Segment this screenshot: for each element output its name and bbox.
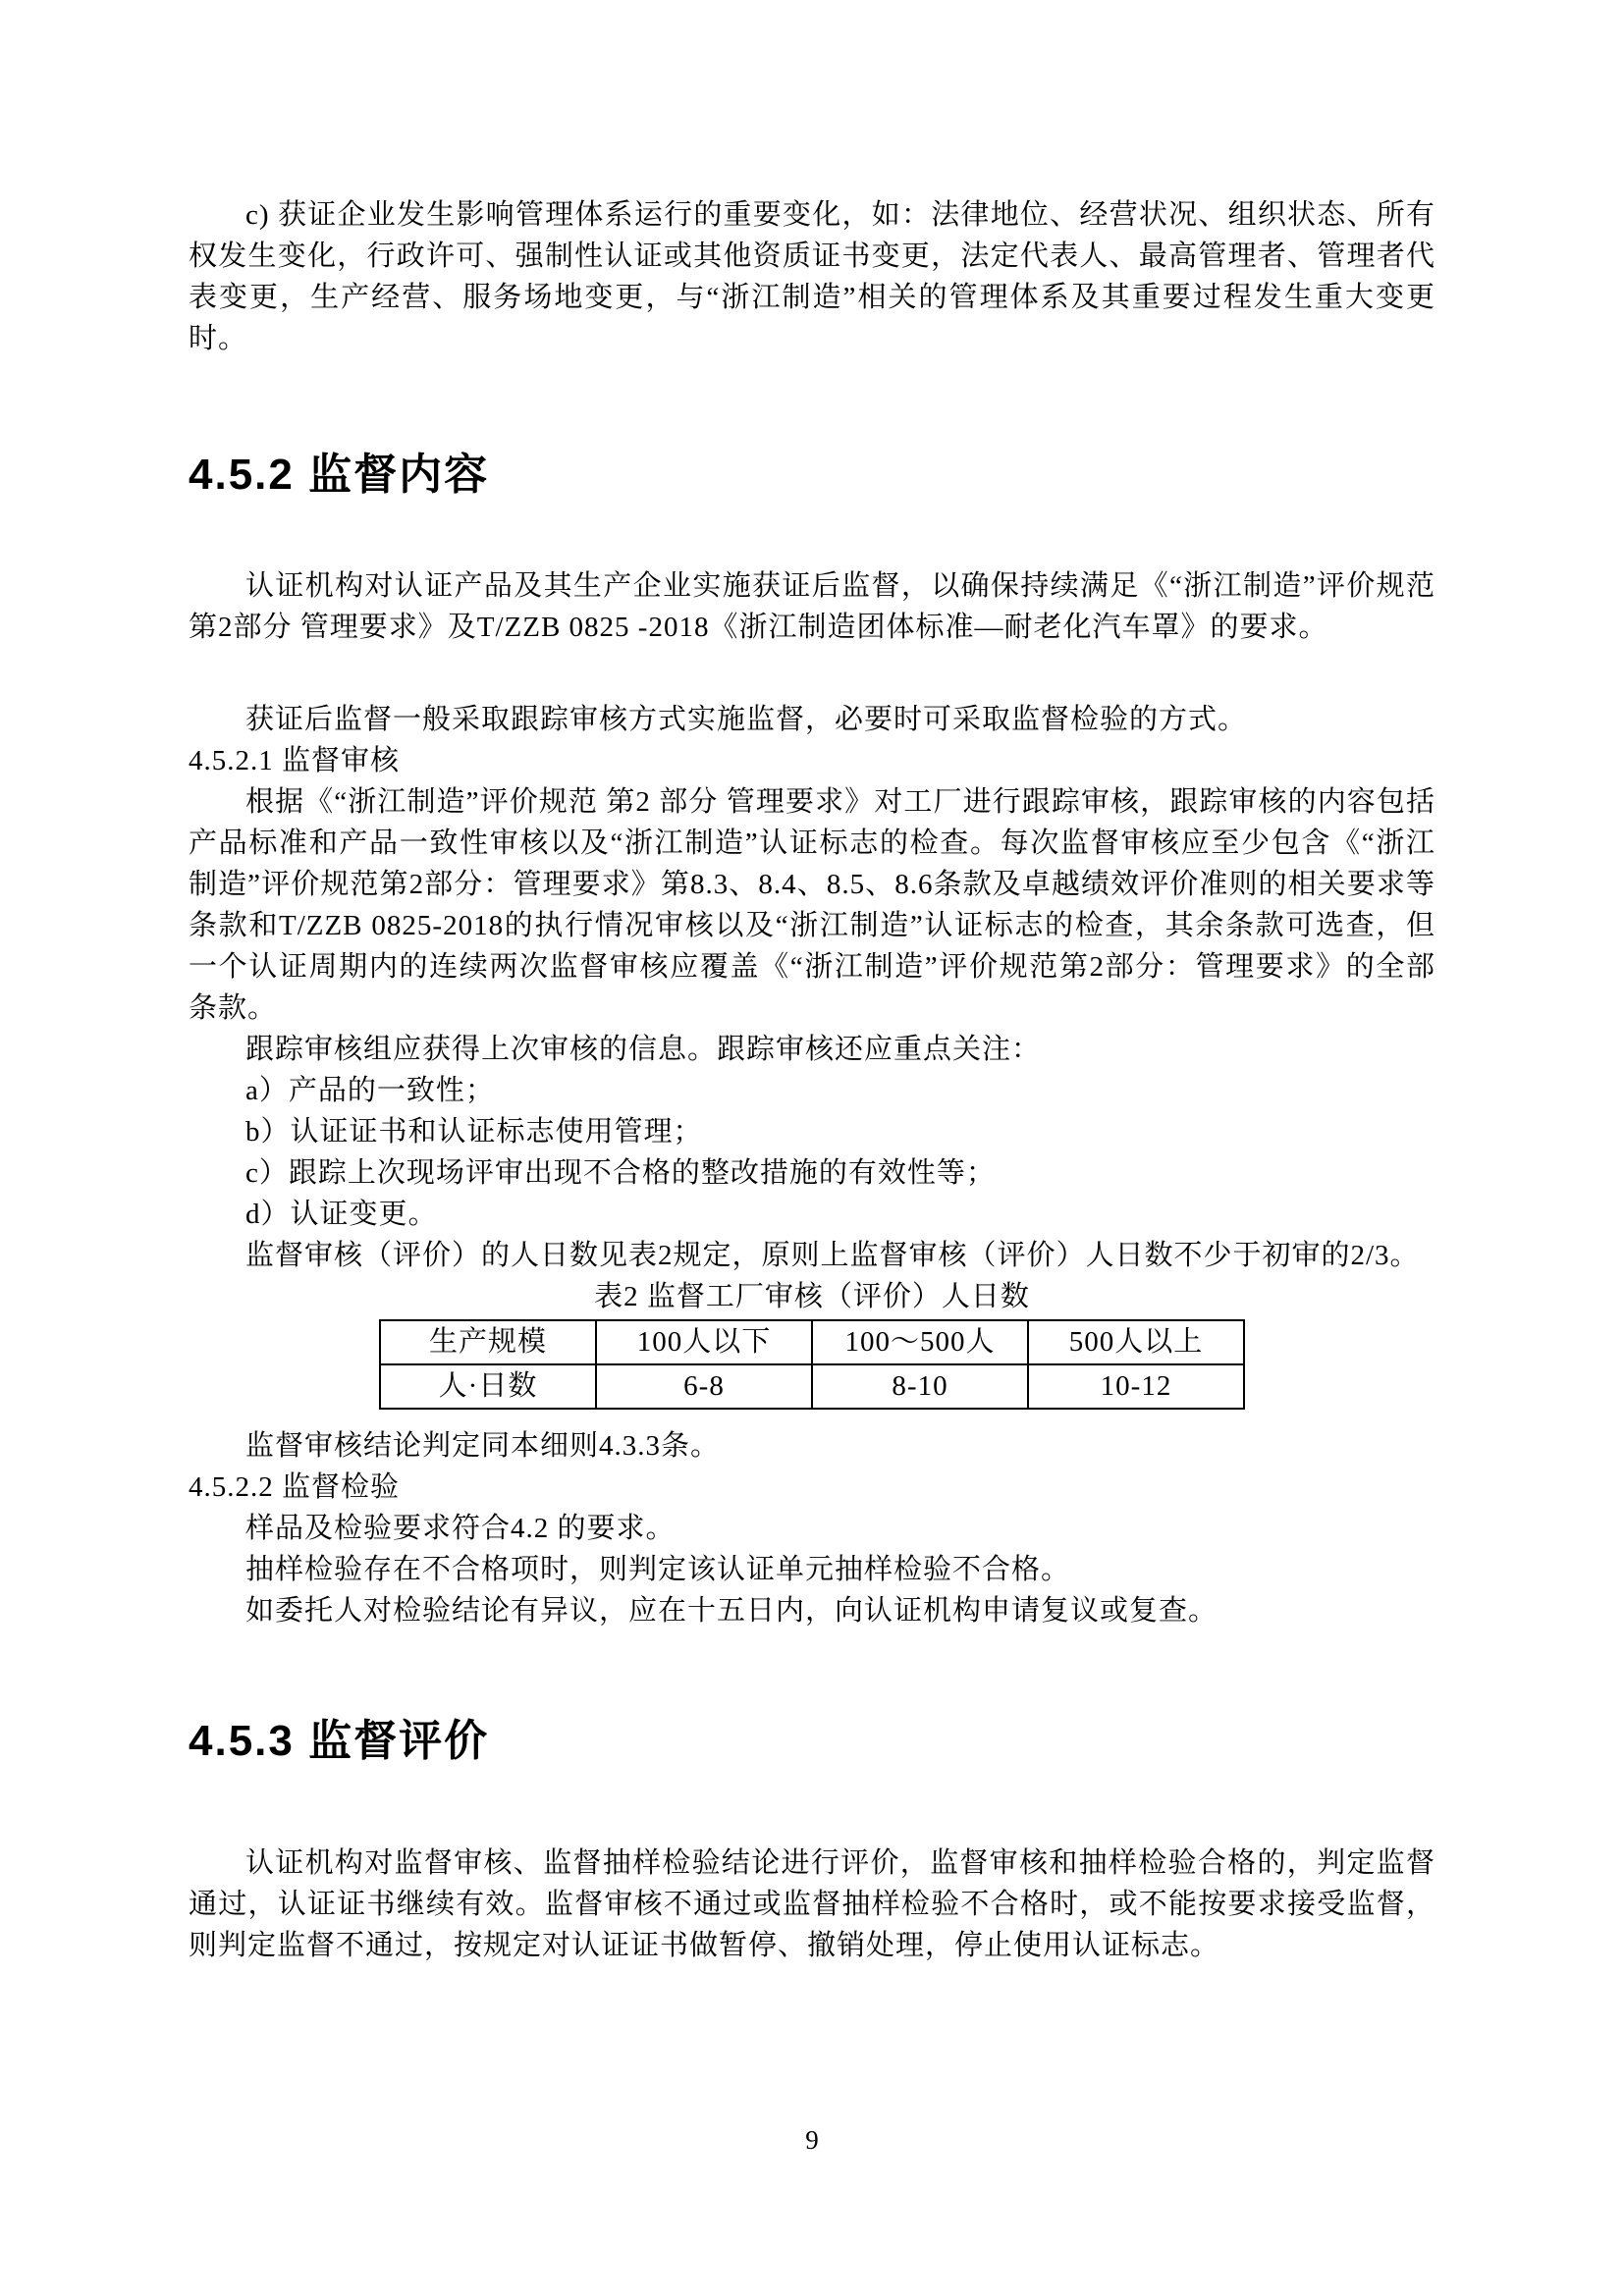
section-4-5-3-heading: 4.5.3 监督评价 [189,1717,490,1765]
table-cell: 6-8 [596,1364,812,1409]
table-cell: 500人以上 [1028,1320,1244,1364]
clause-c-paragraph: c) 获证企业发生影响管理体系运行的重要变化，如：法律地位、经营状况、组织状态、所有权发生变化，行政许可、强制性认证或其他资质证书变更，法定代表人、最高管理者、管理者代表变更，生产经营、服务场地变更，与“浙江制造”相关的管理体系及其重要过程发生重大变更时。 [189,199,1435,354]
focus-item-d: d）认证变更。 [245,1199,438,1230]
table2-caption: 表2 监督工厂审核（评价）人日数 [594,1281,1030,1312]
sample-requirement-paragraph: 样品及检验要求符合4.2 的要求。 [245,1513,676,1544]
appeal-paragraph: 如委托人对检验结论有异议，应在十五日内，向认证机构申请复议或复查。 [245,1595,1218,1627]
audit-focus-intro: 跟踪审核组应获得上次审核的信息。跟踪审核还应重点关注： [245,1034,1042,1065]
table-cell: 100人以下 [596,1320,812,1364]
page-number: 9 [805,2125,819,2155]
table-cell: 8-10 [812,1364,1028,1409]
supervision-method-paragraph: 获证后监督一般采取跟踪审核方式实施监督，必要时可采取监督检验的方式。 [245,704,1248,735]
table-cell: 生产规模 [380,1320,596,1364]
table-header-row [380,1320,1244,1364]
table-data-row [380,1364,1244,1409]
section-4-5-2-heading: 4.5.2 监督内容 [189,451,490,499]
section-4-5-2-1-heading: 4.5.2.1 监督审核 [189,745,401,776]
audit-conclusion-paragraph: 监督审核结论判定同本细则4.3.3条。 [245,1430,721,1462]
section-4-5-2-2-heading: 4.5.2.2 监督检验 [189,1471,401,1503]
focus-item-c: c）跟踪上次现场评审出现不合格的整改措施的有效性等； [245,1157,996,1189]
table-cell: 10-12 [1028,1364,1244,1409]
supervision-evaluation-paragraph: 认证机构对监督审核、监督抽样检验结论进行评价，监督审核和抽样检验合格的，判定监督通过，认证证书继续有效。监督审核不通过或监督抽样检验不合格时，或不能按要求接受监督，则判定监督不通过，按规定对认证证书做暂停、撤销处理，停止使用认证标志。 [189,1847,1435,1961]
focus-item-a: a）产品的一致性； [245,1075,495,1106]
sampling-fail-paragraph: 抽样检验存在不合格项时，则判定该认证单元抽样检验不合格。 [245,1554,1071,1585]
table-cell: 人·日数 [380,1364,596,1409]
manday-paragraph: 监督审核（评价）的人日数见表2规定，原则上监督审核（评价）人日数不少于初审的2/3。 [245,1240,1420,1271]
post-cert-supervision-paragraph: 认证机构对认证产品及其生产企业实施获证后监督，以确保持续满足《“浙江制造”评价规范 第2部分 管理要求》及T/ZZB 0825 -2018《浙江制造团体标准—耐老化汽车罩》的要求。 [189,570,1435,643]
manday-table [379,1319,1245,1410]
table-cell: 100～500人 [812,1320,1028,1364]
focus-item-b: b）认证证书和认证标志使用管理； [245,1116,703,1148]
audit-basis-paragraph: 根据《“浙江制造”评价规范 第2 部分 管理要求》对工厂进行跟踪审核，跟踪审核的内容包括产品标准和产品一致性审核以及“浙江制造”认证标志的检查。每次监督审核应至少包含《“浙江制造”评价规范第2部分：管理要求》第8.3、8.4、8.5、8.6条款及卓越绩效评价准则的相关要求等条款和T/ZZB 0825-2018的执行情况审核以及“浙江制造”认证标志的检查，其余条款可选查，但一个认证周期内的连续两次监督审核应覆盖《“浙江制造”评价规范第2部分：管理要求》的全部条款。 [189,786,1435,1024]
